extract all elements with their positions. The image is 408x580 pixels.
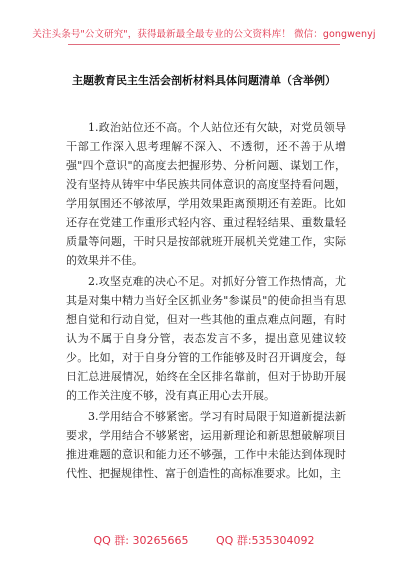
footer-qq-group-1: QQ 群: 30265665 bbox=[93, 534, 189, 547]
footer-qq-group-2: QQ 群:535304092 bbox=[216, 534, 315, 547]
document-title: 主题教育民主生活会剖析材料具体问题清单（含举例） bbox=[72, 74, 336, 87]
footer-contact bbox=[0, 532, 408, 548]
paragraph-1: 1.政治站位还不高。个人站位还有欠缺，对党员领导干部工作深入思考理解不深入、不透彻，还不善于从增强"四个意识"的高度去把握形势、分析问题、谋划工作，没有坚持从铸牢中华民族共同体意识的高度坚持看问题，学用氛围还不够浓厚，学用效果距离预期还有差距。比如还存在党建工作重形式轻内容、重过程轻结果、重数量轻质量等问题，干时只是按部就班开展机关党建工作，实际的效果并不佳。 bbox=[66, 121, 346, 267]
document-body bbox=[66, 118, 346, 485]
paragraph-2: 2.攻坚克难的决心不足。对抓好分管工作热情高，尤其是对集中精力当好全区抓业务"参谋员"的使命担当有思想自觉和行动自觉，但对一些其他的重点难点问题，有时认为不属于自身分管，表态发言不多，提出意见建议较少。比如，对于自身分管的工作能够及时召开调度会，每日汇总进展情况，始终在全区排名靠前，但对于协助开展的工作关注度不够，没有真正用心去开展。 bbox=[66, 275, 346, 402]
header-divider bbox=[68, 44, 340, 45]
paragraph-3: 3.学用结合不够紧密。学习有时局限于知道新提法新要求，学用结合不够紧密，运用新理论和新思想破解项目推进难题的意识和能力还不够强，工作中未能达到体现时代性、把握规律性、富于创造性的高标准要求。比如，主 bbox=[66, 410, 346, 480]
header-promo-note: 关注头条号"公文研究"，获得最新最全最专业的公文资料库！ 微信：gongwenyj bbox=[32, 29, 376, 40]
